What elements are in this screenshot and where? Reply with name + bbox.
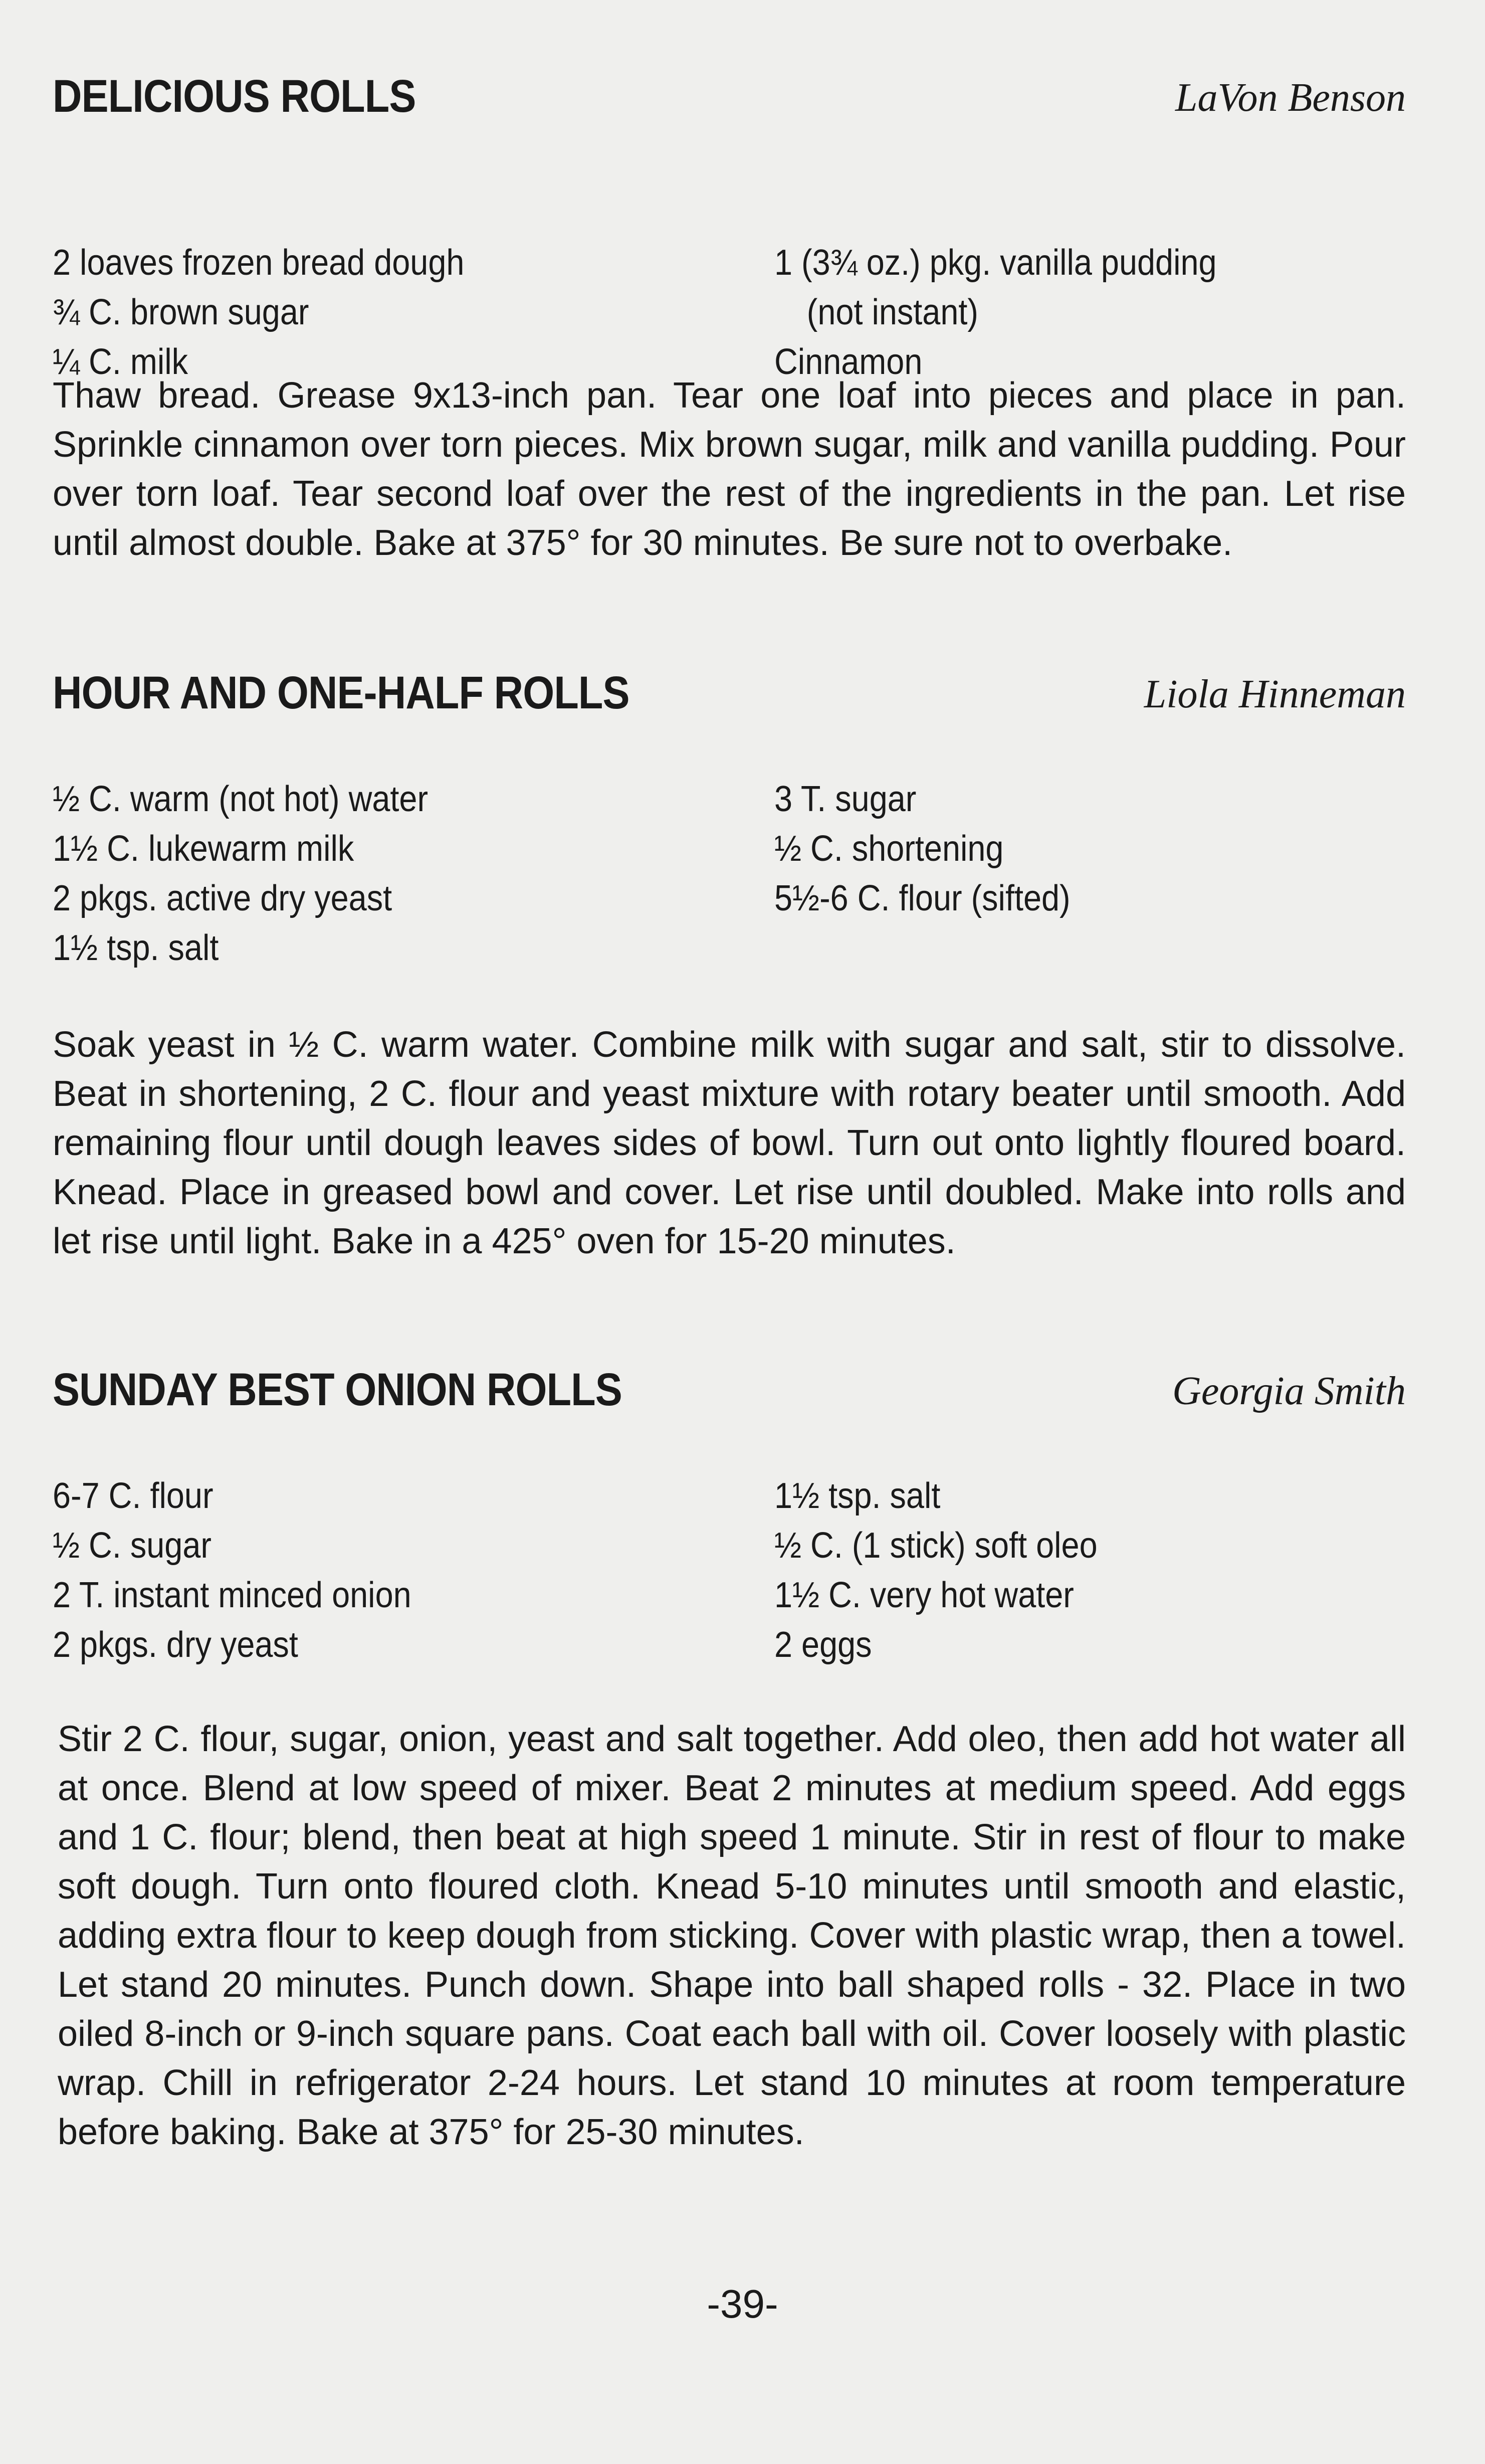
ingredients-right-column	[774, 1471, 1133, 1670]
recipe-header	[53, 70, 1406, 135]
page-number: -39-	[707, 2282, 778, 2326]
recipe-sunday-best-onion-rolls	[53, 1364, 1406, 1429]
ingredient-item: 2 eggs	[774, 1625, 872, 1665]
ingredient-item: Cinnamon	[774, 342, 923, 382]
ingredient-item: ½ C. shortening	[774, 829, 1004, 869]
recipe-author: Georgia Smith	[1172, 1369, 1406, 1413]
ingredient-item: 1½ C. lukewarm milk	[53, 829, 354, 869]
recipe-title: SUNDAY BEST ONION ROLLS	[53, 1364, 622, 1415]
ingredient-item: 2 pkgs. dry yeast	[53, 1625, 298, 1665]
ingredient-item: ½ C. sugar	[53, 1526, 211, 1566]
ingredients-left-column	[53, 238, 510, 387]
ingredient-item: (not instant)	[806, 292, 978, 332]
ingredient-item: 5½-6 C. flour (sifted)	[774, 878, 1071, 918]
ingredient-item: 3 T. sugar	[774, 779, 917, 819]
ingredient-item: 2 T. instant minced onion	[53, 1575, 411, 1615]
ingredient-item: 1½ C. very hot water	[774, 1575, 1074, 1615]
recipe-author: LaVon Benson	[1175, 76, 1406, 120]
recipe-hour-and-one-half-rolls	[53, 667, 1406, 732]
ingredient-item: 2 loaves frozen bread dough	[53, 243, 465, 283]
ingredient-item: 2 pkgs. active dry yeast	[53, 878, 392, 918]
ingredient-item: ¼ C. milk	[53, 342, 188, 382]
ingredients	[53, 1471, 1406, 1672]
ingredient-item: ½ C. warm (not hot) water	[53, 779, 429, 819]
recipe-title: HOUR AND ONE-HALF ROLLS	[53, 667, 629, 718]
ingredient-item: 1½ tsp. salt	[774, 1476, 941, 1516]
ingredients	[53, 238, 1406, 389]
ingredient-item: 6-7 C. flour	[53, 1476, 214, 1516]
ingredients-right-column	[774, 238, 1266, 387]
ingredients-right-column	[774, 775, 1103, 923]
ingredients-left-column	[53, 1471, 451, 1670]
recipe-delicious-rolls	[53, 70, 1406, 389]
recipe-instructions: Thaw bread. Grease 9x13-inch pan. Tear one loaf into pieces and place in pan. Sprinkle cinnamon over torn pieces. Mix brown sugar, milk and vanilla pudding. Pour over torn loaf. Tear second loaf over the rest of the ingredients in the pan. Let rise until almost double. Bake at 375° for 30 minutes. Be sure not to overbake.	[53, 375, 1406, 563]
recipe-title: DELICIOUS ROLLS	[53, 71, 416, 122]
ingredients-left-column	[53, 775, 470, 973]
ingredient-item: 1½ tsp. salt	[53, 928, 219, 968]
recipe-instructions: Stir 2 C. flour, sugar, onion, yeast and salt together. Add oleo, then add hot water all at once. Blend at low speed of mixer. Beat 2 minutes at medium speed. Add eggs and 1 C. flour; blend, then beat at high speed 1 minute. Stir in rest of flour to make soft dough. Turn onto floured cloth. Knead 5-10 minutes until smooth and elastic, adding extra flour to keep dough from sticking. Cover with plastic wrap, then a towel. Let stand 20 minutes. Punch down. Shape into ball shaped rolls - 32. Place in two oiled 8-inch or 9-inch square pans. Coat each ball with oil. Cover loosely with plastic wrap. Chill in refrigerator 2-24 hours. Let stand 10 minutes at room temperature before baking. Bake at 375° for 25-30 minutes.	[58, 1719, 1406, 2152]
ingredient-item: 1 (3¾ oz.) pkg. vanilla pudding	[774, 243, 1217, 283]
ingredient-item: ½ C. (1 stick) soft oleo	[774, 1526, 1098, 1566]
recipe-instructions: Soak yeast in ½ C. warm water. Combine milk with sugar and salt, stir to dissolve. Beat in shortening, 2 C. flour and yeast mixture with rotary beater until smooth. Add remaining flour until dough leaves sides of bowl. Turn out onto lightly floured board. Knead. Place in greased bowl and cover. Let rise until doubled. Make into rolls and let rise until light. Bake in a 425° oven for 15-20 minutes.	[53, 1025, 1406, 1261]
recipe-header	[53, 1364, 1406, 1429]
ingredient-item: ¾ C. brown sugar	[53, 292, 309, 332]
ingredients	[53, 775, 1406, 975]
recipe-header	[53, 667, 1406, 732]
recipe-author: Liola Hinneman	[1144, 672, 1406, 716]
